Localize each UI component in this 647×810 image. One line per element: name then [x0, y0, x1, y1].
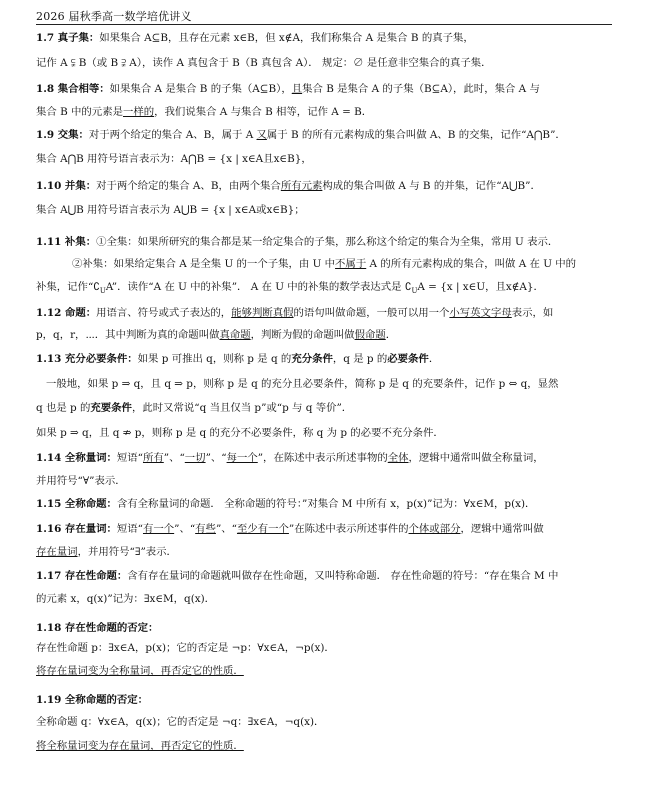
section-1-10-title: 1.10 并集：: [36, 180, 97, 192]
section-1-11-line-1: 1.11 补集：①全集：如果所研究的集合都是某一给定集合的子集，那么称这个给定的集合为全集，常用 U 表示．: [36, 236, 559, 248]
section-1-16-line-2: 存在量词，并用符号“∃”表示．: [36, 546, 177, 558]
section-1-7-title: 1.7 真子集：: [36, 32, 100, 44]
section-1-7-line-2: 记作 A ⫋ B（或 B ⫌ A），读作 A 真包含于 B（B 真包含 A）． 规定：∅ 是任意非空集合的真子集．: [36, 57, 492, 69]
section-1-13-line-2: 一般地，如果 p ⇒ q，且 q ⇒ p，则称 p 是 q 的充分且必要条件，简称 p 是 q 的充要条件，记作 p ⇔ q，显然: [46, 378, 559, 390]
section-1-15-line-1: 1.15 全称命题：含有全称量词的命题． 全称命题的符号：”对集合 M 中所有 x，p(x)”记为：∀x∈M，p(x)．: [36, 498, 536, 510]
section-1-18-line-1: 存在性命题 p：∃x∈A，p(x)；它的否定是 ¬p：∀x∈A，¬p(x)．: [36, 642, 335, 654]
section-1-13-line-4: 如果 p ⇒ q，且 q ⇏ p，则称 p 是 q 的充分不必要条件，称 q 为 p 的必要不充分条件．: [36, 427, 444, 439]
section-1-13-line-3: q 也是 p 的充要条件，此时又常说“q 当且仅当 p”或“p 与 q 等价”．: [36, 402, 353, 414]
section-1-11-title: 1.11 补集：: [36, 236, 97, 248]
section-1-15-title: 1.15 全称命题：: [36, 498, 117, 510]
section-1-8-line-1: 1.8 集合相等：如果集合 A 是集合 B 的子集（A⊆B），且集合 B 是集合 A 的子集（B⊆A），此时，集合 A 与: [36, 83, 540, 95]
section-1-11-line-3: 补集，记作“$∁_UA$”．读作“A 在 U 中的补集”． A 在 U 中的补集的数学表达式是 $∁_UA = \{x$ | x∈U，且x∉A}．: [36, 281, 544, 296]
section-1-17-title: 1.17 存在性命题：: [36, 570, 128, 582]
section-1-19-title: 1.19 全称命题的否定：: [36, 694, 149, 706]
section-1-9-line-1: 1.9 交集：对于两个给定的集合 A、B，属于 A 又属于 B 的所有元素构成的集合叫做 A、B 的交集，记作“A⋂B”．: [36, 129, 566, 141]
section-1-7-line-1: 1.7 真子集：如果集合 A⊆B，且存在元素 x∈B，但 x∉A，我们称集合 A 是集合 B 的真子集，: [36, 32, 474, 44]
section-1-8-title: 1.8 集合相等：: [36, 83, 110, 95]
section-1-8-line-2: 集合 B 中的元素是一样的，我们说集合 A 与集合 B 相等，记作 A = B．: [36, 106, 373, 118]
section-1-12-line-1: 1.12 命题：用语言、符号或式子表达的，能够判断真假的语句叫做命题，一般可以用一个小写英文字母表示，如: [36, 307, 554, 319]
section-1-16-line-1: 1.16 存在量词：短语“有一个”、“有些”、“至少有一个”在陈述中表示所述事件的个体或部分，逻辑中通常叫做: [36, 523, 544, 535]
section-1-19-line-1: 全称命题 q：∀x∈A，q(x)；它的否定是 ¬q：∃x∈A，¬q(x)．: [36, 716, 325, 728]
section-1-9-title: 1.9 交集：: [36, 129, 89, 141]
section-1-14-line-2: 并用符号“∀”表示．: [36, 475, 126, 487]
section-1-12-line-2: p，q，r，⋯．其中判断为真的命题叫做真命题，判断为假的命题叫做假命题．: [36, 329, 397, 341]
section-1-10-line-1: 1.10 并集：对于两个给定的集合 A、B，由两个集合所有元素构成的集合叫做 A 与 B 的并集，记作“A⋃B”．: [36, 180, 541, 192]
section-1-19-line-2: 将全称量词变为存在量词，再否定它的性质．: [36, 740, 244, 752]
section-1-11-line-2: ②补集：如果给定集合 A 是全集 U 的一个子集，由 U 中不属于 A 的所有元素构成的集合，叫做 A 在 U 中的: [72, 258, 577, 270]
section-1-9-line-2: 集合 A⋂B 用符号语言表示为：A⋂B = {x | x∈A且x∈B}，: [36, 153, 312, 165]
section-1-14-title: 1.14 全称量词：: [36, 452, 117, 464]
section-1-12-title: 1.12 命题：: [36, 307, 97, 319]
section-1-14-line-1: 1.14 全称量词：短语“所有”、“一切”、“每一个”，在陈述中表示所述事物的全体，逻辑中通常叫做全称量词，: [36, 452, 544, 464]
section-1-18-line-2: 将存在量词变为全称量词，再否定它的性质．: [36, 665, 244, 677]
section-1-13-title: 1.13 充分必要条件：: [36, 353, 138, 365]
section-1-16-title: 1.16 存在量词：: [36, 523, 117, 535]
header-divider: [36, 24, 612, 25]
section-1-17-line-2: 的元素 x，q(x)”记为：∃x∈M，q(x)．: [36, 593, 216, 605]
section-1-10-line-2: 集合 A⋃B 用符号语言表示为 A⋃B = {x | x∈A或x∈B}；: [36, 204, 305, 216]
page-header: 2026 届秋季高一数学培优讲义: [36, 10, 192, 23]
section-1-13-line-1: 1.13 充分必要条件：如果 p 可推出 q，则称 p 是 q 的充分条件，q 是 p 的必要条件．: [36, 353, 440, 365]
section-1-18-title: 1.18 存在性命题的否定：: [36, 622, 159, 634]
section-1-17-line-1: 1.17 存在性命题：含有存在量词的命题就叫做存在性命题，又叫特称命题． 存在性命题的符号：“存在集合 M 中: [36, 570, 559, 582]
